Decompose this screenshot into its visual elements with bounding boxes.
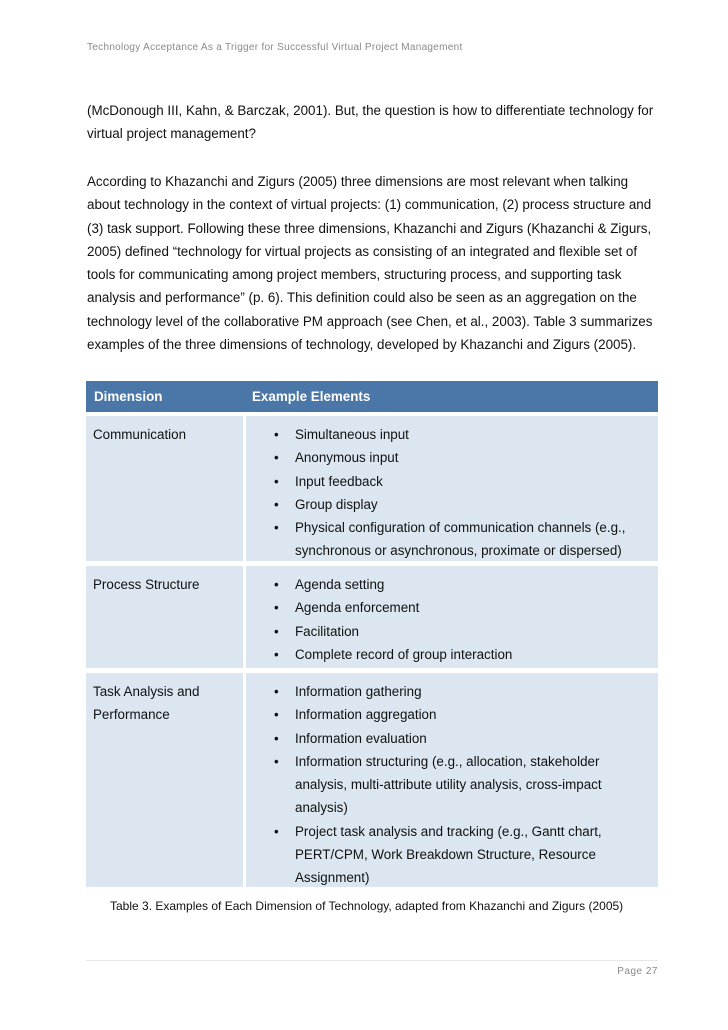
table-header-row (86, 381, 658, 412)
list-item (246, 727, 658, 750)
example-text: Information structuring (e.g., allocation, stakeholder analysis, multi-attribute utility analysis, cross-impact analysis) (295, 753, 602, 816)
paragraph-line: analysis and performance” (p. 6). This definition could also be seen as an aggregation on the (87, 290, 637, 306)
list-item (246, 446, 658, 469)
example-text: Complete record of group interaction (295, 646, 513, 662)
example-text: Simultaneous input (295, 427, 409, 442)
list-item (246, 423, 658, 446)
list-item (246, 493, 658, 516)
example-text: Information gathering (295, 684, 422, 699)
paragraph-intro (87, 99, 662, 146)
example-text: Input feedback (295, 473, 383, 489)
list-item (246, 750, 658, 820)
paragraph-line: 2005) defined “technology for virtual projects as consisting of an integrated and flexible set of (87, 243, 638, 259)
bullet-icon: • (274, 577, 279, 592)
example-text: Group display (295, 496, 378, 512)
list-item (246, 516, 658, 563)
example-list (246, 680, 658, 890)
paragraph-line: about technology in the context of virtual projects: (1) communication, (2) process structure and (87, 197, 652, 213)
paragraph-line: (McDonough III, Kahn, & Barczak, 2001). But, the question is how to differentiate technology for (87, 103, 654, 118)
dimension-cell (86, 416, 243, 561)
paragraph-line: examples of the three dimensions of technology, developed by Khazanchi and Zigurs (2005). (87, 337, 637, 353)
dimension-label: Performance (93, 707, 170, 723)
bullet-icon: • (274, 473, 279, 489)
bullet-icon: • (274, 600, 279, 616)
example-text: Facilitation (295, 623, 360, 639)
dimensions-table (86, 381, 658, 887)
example-text: Anonymous input (295, 450, 399, 466)
bullet-icon: • (274, 753, 279, 769)
bullet-icon: • (274, 730, 279, 746)
dimension-label: Task Analysis and (93, 684, 200, 699)
bullet-icon: • (274, 520, 279, 536)
bullet-icon: • (274, 427, 279, 442)
list-item (246, 820, 658, 890)
bullet-icon: • (274, 623, 279, 639)
example-text: Information evaluation (295, 730, 427, 746)
list-item (246, 596, 658, 619)
bullet-icon: • (274, 707, 279, 723)
bullet-icon: • (274, 450, 279, 466)
list-item (246, 470, 658, 493)
list-item (246, 680, 658, 703)
footer-divider (86, 960, 658, 961)
page-number: Page 27 (617, 966, 658, 977)
example-list (246, 423, 658, 563)
table-caption: Table 3. Examples of Each Dimension of Technology, adapted from Khazanchi and Zigurs (2005) (110, 899, 624, 913)
bullet-icon: • (274, 823, 279, 839)
running-header: Technology Acceptance As a Trigger for Successful Virtual Project Management (87, 42, 463, 53)
example-text: Physical configuration of communication channels (e.g., synchronous or asynchronous, proximate or dispersed) (295, 520, 626, 559)
list-item (246, 643, 658, 666)
dimension-label: Communication (93, 427, 187, 442)
column-header-dimension: Dimension (94, 389, 163, 404)
example-text: Information aggregation (295, 707, 437, 723)
paragraph-line: tools for communicating among project members, structuring process, and supporting task (87, 267, 622, 283)
examples-cell (246, 673, 658, 887)
paragraph-line: virtual project management? (87, 126, 256, 142)
example-text: Agenda setting (295, 577, 385, 592)
paragraph-definition (87, 170, 662, 356)
table-row (86, 416, 658, 561)
paragraph-line: technology level of the collaborative PM approach (see Chen, et al., 2003). Table 3 summarizes (87, 313, 653, 329)
examples-cell (246, 566, 658, 668)
example-text: Agenda enforcement (295, 600, 420, 616)
bullet-icon: • (274, 646, 279, 662)
example-text: Project task analysis and tracking (e.g., Gantt chart, PERT/CPM, Work Breakdown Structure, Resource Assignment) (295, 823, 602, 886)
paragraph-line: According to Khazanchi and Zigurs (2005) three dimensions are most relevant when talking (87, 174, 629, 189)
table-row (86, 566, 658, 668)
dimension-cell (86, 673, 243, 887)
dimension-label: Process Structure (93, 577, 200, 592)
list-item (246, 620, 658, 643)
dimension-cell (86, 566, 243, 668)
list-item (246, 573, 658, 596)
column-header-example-elements: Example Elements (252, 389, 371, 404)
bullet-icon: • (274, 496, 279, 512)
bullet-icon: • (274, 684, 279, 699)
list-item (246, 703, 658, 726)
examples-cell (246, 416, 658, 561)
paragraph-line: (3) task support. Following these three dimensions, Khazanchi and Zigurs (Khazanchi & Zigurs, (87, 220, 652, 236)
example-list (246, 573, 658, 666)
table-row (86, 673, 658, 887)
